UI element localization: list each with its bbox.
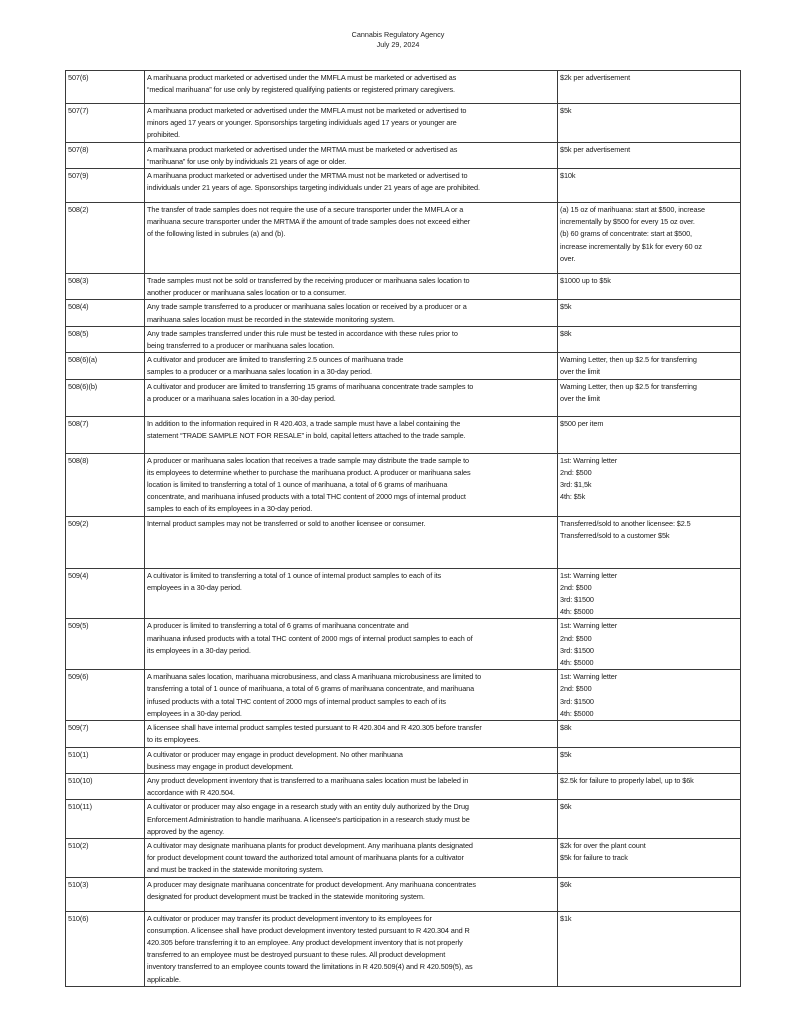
table-row: [66, 142, 741, 168]
rule-cell: 509(2): [66, 516, 145, 568]
description-cell: A marihuana sales location, marihuana microbusiness, and class A marihuana microbusiness are limited to transferring a total of 1 ounce of marihuana, a total of 6 grams of marihuana concentrate, and marihuana infused products with a total THC content of 2000 mgs of internal product samples to each of its employees in a 30-day period.: [145, 670, 558, 721]
table-row: [66, 747, 741, 773]
fine-cell: 1st: Warning letter 2nd: $500 3rd: $1500 4th: $5000: [558, 568, 741, 619]
rule-cell: 508(3): [66, 274, 145, 300]
description-cell: A cultivator or producer may transfer its product development inventory to its employees for consumption. A licensee shall have product development inventory tested pursuant to R 420.304 and R 420.305 before transferring it to an employee. Any product development inventory that is not properly transferred to an employee must be destroyed pursuant to these rules. All product development inventory transferred to an employee counts toward the limitations in R 420.509(4) and R 420.509(5), as applicable.: [145, 911, 558, 986]
description-cell: A cultivator and producer are limited to transferring 15 grams of marihuana concentrate trade samples to a producer or a marihuana sales location in a 30-day period.: [145, 379, 558, 416]
fine-cell: Warning Letter, then up $2.5 for transferring over the limit: [558, 353, 741, 379]
description-cell: A producer may designate marihuana concentrate for product development. Any marihuana concentrates designated for product development must be tracked in the statewide monitoring system.: [145, 877, 558, 911]
fine-cell: $6k: [558, 877, 741, 911]
description-cell: Internal product samples may not be transferred or sold to another licensee or consumer.: [145, 516, 558, 568]
description-cell: A cultivator may designate marihuana plants for product development. Any marihuana plants designated for product development count toward the authorized total amount of marihuana plants for a cultivator and must be tracked in the statewide monitoring system.: [145, 838, 558, 877]
fine-cell: $5k: [558, 300, 741, 326]
description-cell: A producer is limited to transferring a total of 6 grams of marihuana concentrate and marihuana infused products with a total THC content of 2000 mgs of internal product samples to each of its employees in a 30-day period.: [145, 619, 558, 670]
rule-cell: 510(10): [66, 773, 145, 799]
agency-name: Cannabis Regulatory Agency: [351, 30, 445, 39]
fine-cell: $5k per advertisement: [558, 142, 741, 168]
table-row: [66, 326, 741, 352]
description-cell: A cultivator and producer are limited to transferring 2.5 ounces of marihuana trade samples to a producer or a marihuana sales location in a 30-day period.: [145, 353, 558, 379]
description-cell: In addition to the information required in R 420.403, a trade sample must have a label containing the statement “TRADE SAMPLE NOT FOR RESALE” in bold, capital letters attached to the trade sample.: [145, 416, 558, 453]
rule-cell: 509(5): [66, 619, 145, 670]
table-row: [66, 619, 741, 670]
fine-cell: $2.5k for failure to properly label, up to $6k: [558, 773, 741, 799]
table-row: [66, 568, 741, 619]
description-cell: Any trade samples transferred under this rule must be tested in accordance with these rules prior to being transferred to a producer or marihuana sales location.: [145, 326, 558, 352]
description-cell: Trade samples must not be sold or transferred by the receiving producer or marihuana sales location to another producer or marihuana sales location or to a consumer.: [145, 274, 558, 300]
description-cell: Any trade sample transferred to a producer or marihuana sales location or received by a producer or a marihuana sales location must be recorded in the statewide monitoring system.: [145, 300, 558, 326]
fine-cell: $10k: [558, 169, 741, 203]
rule-cell: 510(2): [66, 838, 145, 877]
fine-cell: $1000 up to $5k: [558, 274, 741, 300]
description-cell: A producer or marihuana sales location that receives a trade sample may distribute the trade sample to its employees to determine whether to purchase the marihuana product. A producer or marihuana sales location is limited to transferring a total of 1 ounce of marihuana, a total of 6 grams of marihuana concentrate, and marihuana infused products with a total THC content of 2000 mgs of internal product samples to each of its employees in a 30-day period.: [145, 453, 558, 516]
table-row: [66, 877, 741, 911]
fine-cell: $2k for over the plant count $5k for failure to track: [558, 838, 741, 877]
table-row: [66, 800, 741, 839]
rule-cell: 510(11): [66, 800, 145, 839]
rule-cell: 508(5): [66, 326, 145, 352]
fine-cell: Transferred/sold to another licensee: $2.5 Transferred/sold to a customer $5k: [558, 516, 741, 568]
table-row: [66, 71, 741, 104]
fine-cell: $2k per advertisement: [558, 71, 741, 104]
table-row: [66, 353, 741, 379]
table-row: [66, 300, 741, 326]
rule-cell: 508(7): [66, 416, 145, 453]
table-row: [66, 104, 741, 143]
table-row: [66, 838, 741, 877]
rule-cell: 508(4): [66, 300, 145, 326]
rule-cell: 508(8): [66, 453, 145, 516]
description-cell: A cultivator or producer may engage in product development. No other marihuana business may engage in product development.: [145, 747, 558, 773]
description-cell: A marihuana product marketed or advertised under the MRTMA must not be marketed or advertised to individuals under 21 years of age. Sponsorships targeting individuals under 21 years of age are prohibited.: [145, 169, 558, 203]
table-row: [66, 203, 741, 274]
fine-cell: (a) 15 oz of marihuana: start at $500, increase incrementally by $500 for every 15 oz over. (b) 60 grams of concentrate: start at $500, increase incrementally by $1k for every 60 oz over.: [558, 203, 741, 274]
description-cell: A cultivator or producer may also engage in a research study with an entity duly authorized by the Drug Enforcement Administration to handle marihuana. A licensee’s participation in a research study must be approved by the agency.: [145, 800, 558, 839]
description-cell: A marihuana product marketed or advertised under the MMFLA must not be marketed or advertised to minors aged 17 years or younger. Sponsorships targeting individuals aged 17 years or younger are prohibited.: [145, 104, 558, 143]
table-row: [66, 169, 741, 203]
table-row: [66, 274, 741, 300]
table-row: [66, 721, 741, 747]
rule-cell: 508(2): [66, 203, 145, 274]
description-cell: A licensee shall have internal product samples tested pursuant to R 420.304 and R 420.305 before transfer to its employees.: [145, 721, 558, 747]
description-cell: Any product development inventory that is transferred to a marihuana sales location must be labeled in accordance with R 420.504.: [145, 773, 558, 799]
fines-table: [65, 70, 741, 987]
document-date: July 29, 2024: [376, 40, 420, 49]
fine-cell: $5k: [558, 104, 741, 143]
description-cell: A marihuana product marketed or advertised under the MMFLA must be marketed or advertised as “medical marihuana” for use only by registered qualifying patients or registered primary caregivers.: [145, 71, 558, 104]
fine-cell: 1st: Warning letter 2nd: $500 3rd: $1,5k 4th: $5k: [558, 453, 741, 516]
rule-cell: 509(4): [66, 568, 145, 619]
description-cell: A cultivator is limited to transferring a total of 1 ounce of internal product samples to each of its employees in a 30-day period.: [145, 568, 558, 619]
rule-cell: 508(6)(a): [66, 353, 145, 379]
fine-cell: $8k: [558, 721, 741, 747]
rule-cell: 510(6): [66, 911, 145, 986]
fine-cell: $8k: [558, 326, 741, 352]
rule-cell: 507(6): [66, 71, 145, 104]
table-row: [66, 773, 741, 799]
rule-cell: 507(7): [66, 104, 145, 143]
fine-cell: $1k: [558, 911, 741, 986]
rule-cell: 507(8): [66, 142, 145, 168]
table-row: [66, 379, 741, 416]
fine-cell: $6k: [558, 800, 741, 839]
fine-cell: 1st: Warning letter 2nd: $500 3rd: $1500 4th: $5000: [558, 670, 741, 721]
table-row: [66, 911, 741, 986]
table-row: [66, 416, 741, 453]
description-cell: A marihuana product marketed or advertised under the MRTMA must be marketed or advertised as “marihuana” for use only by individuals 21 years of age or older.: [145, 142, 558, 168]
rule-cell: 509(7): [66, 721, 145, 747]
rule-cell: 510(3): [66, 877, 145, 911]
rule-cell: 508(6)(b): [66, 379, 145, 416]
fine-cell: Warning Letter, then up $2.5 for transferring over the limit: [558, 379, 741, 416]
rule-cell: 510(1): [66, 747, 145, 773]
table-row: [66, 670, 741, 721]
table-row: [66, 516, 741, 568]
rule-cell: 509(6): [66, 670, 145, 721]
fine-cell: 1st: Warning letter 2nd: $500 3rd: $1500 4th: $5000: [558, 619, 741, 670]
fine-cell: $5k: [558, 747, 741, 773]
description-cell: The transfer of trade samples does not require the use of a secure transporter under the MMFLA or a marihuana secure transporter under the MRTMA if the amount of trade samples does not exceed either of the following listed in subrules (a) and (b).: [145, 203, 558, 274]
rule-cell: 507(9): [66, 169, 145, 203]
table-row: [66, 453, 741, 516]
fine-cell: $500 per item: [558, 416, 741, 453]
